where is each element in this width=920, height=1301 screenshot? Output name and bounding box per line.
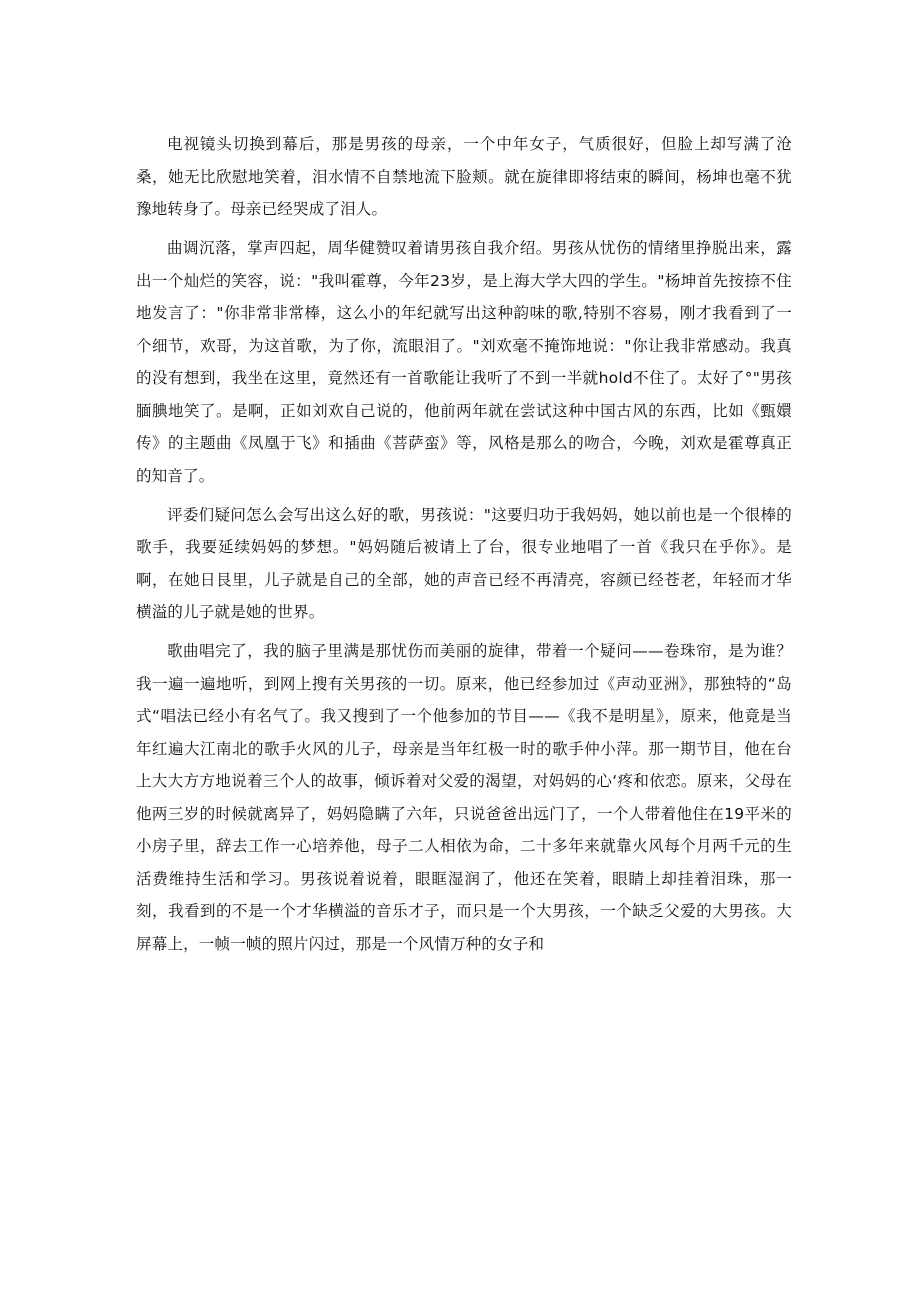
- paragraph-1: 电视镜头切换到幕后，那是男孩的母亲，一个中年女子，气质很好，但脸上却写满了沧桑，她无比欣慰地笑着，泪水情不自禁地流下脸颊。就在旋律即将结束的瞬间，杨坤也毫不犹豫地转身了。母亲已经哭成了泪人。: [136, 135, 792, 218]
- paragraph-2: 曲调沉落，掌声四起，周华健赞叹着请男孩自我介绍。男孩从忧伤的情绪里挣脱出来，露出一个灿烂的笑容，说："我叫霍尊，今年23岁，是上海大学大四的学生。"杨坤首先按捺不住地发言了："你非常非常棒，这么小的年纪就写出这种韵味的歌,特别不容易，刚才我看到了一个细节，欢哥，为这首歌，为了你，流眼泪了。"刘欢毫不掩饰地说："你让我非常感动。我真的没有想到，我坐在这里，竟然还有一首歌能让我听了不到一半就hold不住了。太好了°"男孩腼腆地笑了。是啊，正如刘欢自己说的，他前两年就在尝试这种中国古风的东西，比如《甄嬛传》的主题曲《凤凰于飞》和插曲《菩萨蛮》等，风格是那么的吻合，今晚，刘欢是霍尊真正的知音了。: [136, 239, 792, 485]
- article-body: [136, 128, 792, 967]
- paragraph-3: 评委们疑问怎么会写出这么好的歌，男孩说："这要归功于我妈妈，她以前也是一个很棒的歌手，我要延续妈妈的梦想。"妈妈随后被请上了台，很专业地唱了一首《我只在乎你》。是啊，在她日艮里，儿子就是自己的全部，她的声音已经不再清亮，容颜已经苍老，年轻而才华横溢的儿子就是她的世界。: [136, 505, 792, 621]
- paragraph-4: 歌曲唱完了，我的脑子里满是那忧伤而美丽的旋律，带着一个疑问——卷珠帘，是为谁？我一遍一遍地听，到网上搜有关男孩的一切。原来，他已经参加过《声动亚洲》，那独特的“岛式“唱法已经小有名气了。我又搜到了一个他参加的节目——《我不是明星》，原来，他竟是当年红遍大江南北的歌手火风的儿子，母亲是当年红极一时的歌手仲小萍。那一期节目，他在台上大大方方地说着三个人的故事，倾诉着对父爱的渴望，对妈妈的心‘疼和依恋。原来，父母在他两三岁的时候就离异了，妈妈隐瞒了六年，只说爸爸出远门了，一个人带着他住在19平米的小房子里，辞去工作一心培养他，母子二人相依为命，二十多年来就靠火风每个月两千元的生活费维持生活和学习。男孩说着说着，眼眶湿润了，他还在笑着，眼睛上却挂着泪珠，那一刻，我看到的不是一个才华横溢的音乐才子，而只是一个大男孩，一个缺乏父爱的大男孩。大屏幕上，一帧一帧的照片闪过，那是一个风情万种的女子和: [136, 642, 792, 953]
